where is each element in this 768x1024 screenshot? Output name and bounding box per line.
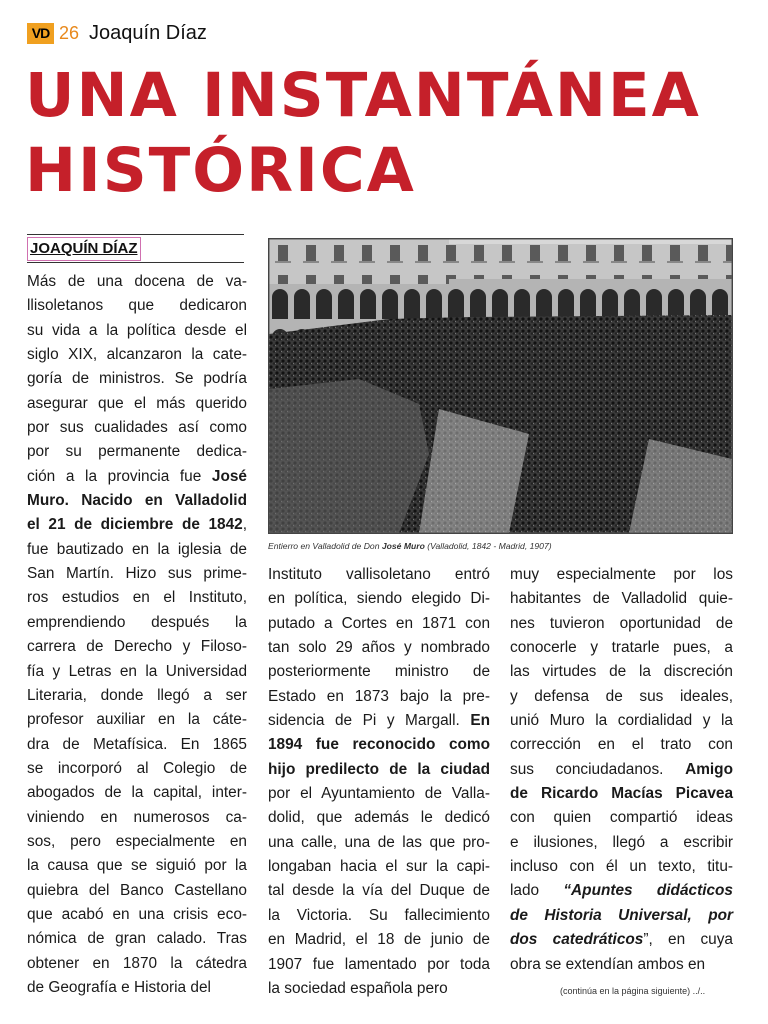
text-line (510, 709, 733, 733)
text-segment: se incorporó al Colegio de (27, 759, 247, 777)
text-segment: fía y Letras en la Universidad (27, 662, 247, 680)
text-segment: que acabó en una crisis eco- (27, 905, 247, 923)
text-segment: siglo XIX, alcanzaron la cate- (27, 346, 247, 364)
header-author: Joaquín Díaz (89, 21, 207, 44)
text-segment: fue bautizado en la iglesia de (27, 540, 247, 558)
text-segment: la Victoria. Su fallecimiento (268, 906, 490, 924)
text-segment: ción a la provincia fue (27, 467, 212, 485)
bold-segment: Amigo (685, 760, 733, 778)
bold-segment: el 21 de diciembre de 1842 (27, 516, 243, 534)
text-segment: putado a Cortes en 1871 con (268, 614, 490, 632)
text-line (510, 904, 733, 928)
text-line (27, 319, 247, 343)
text-segment: Literaria, donde llegó a ser (27, 686, 247, 704)
article-title (25, 58, 755, 208)
text-line (268, 660, 490, 684)
text-line (27, 781, 247, 805)
byline-rule-bottom (27, 262, 244, 263)
text-segment: asegurar que el más querido (27, 394, 247, 412)
text-line (510, 928, 733, 952)
text-line (268, 612, 490, 636)
photo-caption (268, 541, 738, 551)
text-line (27, 879, 247, 903)
text-line (27, 708, 247, 732)
page-number: 26 (59, 22, 80, 43)
bold-segment: José (211, 467, 247, 485)
text-line (27, 416, 247, 440)
text-segment: tan solo 29 años y nombrado (268, 639, 490, 657)
text-line (27, 830, 247, 854)
text-segment: quiebra del Banco Castellano (27, 881, 247, 899)
text-line (27, 635, 247, 659)
text-segment: corrección en el trato con (510, 736, 733, 754)
title-line-1: UNA INSTANTÁNEA (25, 60, 701, 131)
text-segment: por el Ayuntamiento de Valla- (268, 785, 490, 803)
text-line (268, 758, 490, 782)
text-line (510, 733, 733, 757)
text-line (510, 806, 733, 830)
text-line (510, 636, 733, 660)
text-line (268, 587, 490, 611)
text-segment: incluso con él un texto, titu- (510, 858, 733, 876)
text-line (27, 976, 247, 1000)
text-line (27, 562, 247, 586)
text-line (27, 903, 247, 927)
text-line (27, 392, 247, 416)
text-line (510, 782, 733, 806)
text-segment: nómica de gran calado. Tras (27, 930, 247, 948)
bold-segment: 1894 fue reconocido como (268, 736, 490, 754)
byline-author: JOAQUÍN DÍAZ (27, 237, 141, 261)
text-line (510, 879, 733, 903)
text-line (510, 563, 733, 587)
text-segment: una calle, una de las que pro- (268, 833, 490, 851)
caption-name: José Muro (381, 541, 425, 551)
text-line (510, 660, 733, 684)
text-line (27, 952, 247, 976)
bold-segment: de Ricardo Macías Picavea (510, 785, 733, 803)
text-line (510, 831, 733, 855)
crowd-photo-illustration (269, 239, 732, 533)
text-segment: habitantes de Valladolid quie- (510, 590, 733, 608)
text-line (268, 709, 490, 733)
text-line (268, 879, 490, 903)
text-line (268, 953, 490, 977)
text-line (268, 782, 490, 806)
text-line (27, 465, 247, 489)
text-segment: abogados de la capital, inter- (27, 784, 247, 802)
text-segment: Instituto vallisoletano entró (268, 566, 490, 583)
text-line (510, 587, 733, 611)
text-segment: conocerle y tratarle pues, a (510, 639, 733, 657)
text-segment: posteriormente ministro de (268, 663, 490, 681)
text-line (268, 904, 490, 928)
text-line (268, 685, 490, 709)
text-segment: obra se extendían ambos en (510, 955, 706, 973)
text-segment: dra de Metafísica. En 1865 (27, 735, 247, 753)
text-segment: de Geografía e Historia del (27, 978, 211, 996)
text-segment: Estado en 1873 bajo la pre- (268, 687, 490, 705)
text-line (27, 538, 247, 562)
text-line (27, 854, 247, 878)
text-segment: muy especialmente por los (510, 566, 733, 583)
caption-suffix: (Valladolid, 1842 - Madrid, 1907) (424, 541, 552, 551)
text-line (268, 855, 490, 879)
page-header (27, 22, 207, 44)
byline-rule-top (27, 234, 244, 235)
text-segment: e ilusiones, llegó a escribir (510, 833, 733, 851)
bold-segment: “Apuntes didácticos (563, 882, 733, 900)
text-line (268, 636, 490, 660)
text-segment: unió Muro la cordialidad y la (510, 712, 733, 730)
text-segment: las virtudes de la discreción (510, 663, 733, 681)
text-line (27, 294, 247, 318)
text-line (27, 806, 247, 830)
text-segment: sos, pero especialmente en (27, 832, 247, 850)
text-segment: San Martín. Hizo sus prime- (27, 565, 247, 583)
text-segment: ros estudios en el Instituto, (27, 589, 247, 607)
text-segment: goría de ministros. Se podría (27, 370, 247, 388)
text-line (27, 586, 247, 610)
text-line (27, 489, 247, 513)
text-segment: por sus cualidades así como (27, 419, 247, 437)
text-segment: lado (510, 882, 564, 900)
text-line (268, 977, 490, 1001)
text-segment: tal desde la vía del Duque de (268, 882, 490, 900)
text-segment: sidencia de Pi y Margall. (268, 712, 471, 730)
text-line (27, 684, 247, 708)
text-segment: viniendo en numerosos ca- (27, 808, 247, 826)
text-segment: en política, siendo elegido Di- (268, 590, 490, 608)
text-line (27, 343, 247, 367)
text-segment: nes tuvieron oportunidad de (510, 614, 733, 632)
text-line (27, 757, 247, 781)
magazine-logo: VD (27, 23, 54, 44)
text-segment: la sociedad española pero (268, 979, 448, 997)
text-segment: carrera de Derecho y Filoso- (27, 638, 247, 656)
text-line (510, 612, 733, 636)
text-segment: con quien compartió ideas (510, 809, 733, 827)
text-segment: dolid, que además le dedicó (268, 809, 490, 827)
text-segment: 1907 fue lamentado por toda (268, 955, 490, 973)
text-line (268, 806, 490, 830)
text-column-2 (268, 563, 490, 1001)
text-segment: en Madrid, el 18 de junio de (268, 931, 490, 949)
text-line (27, 927, 247, 951)
text-line (268, 928, 490, 952)
text-segment: y defensa de sus ideales, (510, 687, 733, 705)
text-line (27, 513, 247, 537)
text-line (510, 953, 733, 977)
historic-photo (268, 238, 733, 534)
text-line (510, 758, 733, 782)
text-line (268, 733, 490, 757)
text-line (27, 440, 247, 464)
text-line (510, 685, 733, 709)
text-line (27, 733, 247, 757)
text-segment: ”, en cuya (643, 931, 733, 949)
text-segment: sus conciudadanos. (510, 760, 686, 778)
text-line (27, 660, 247, 684)
text-segment: emprendiendo después la (27, 613, 247, 631)
bold-segment: de Historia Universal, por (510, 906, 733, 924)
continued-note: (continúa en la página siguiente) ../.. (560, 986, 706, 996)
bold-segment: Muro. Nacido en Valladolid (27, 492, 247, 510)
text-line (510, 855, 733, 879)
text-line (27, 270, 247, 294)
title-line-2: HISTÓRICA (25, 135, 416, 206)
text-segment: , (242, 516, 247, 534)
bold-segment: dos catedráticos (510, 931, 644, 949)
text-column-3 (510, 563, 733, 977)
text-segment: obtener en 1870 la cátedra (27, 954, 247, 972)
text-line (27, 367, 247, 391)
text-segment: longaban hacia el sur la capi- (268, 858, 490, 876)
text-line (268, 563, 490, 587)
text-column-1 (27, 270, 247, 1000)
caption-prefix: Entierro en Valladolid de Don (268, 541, 382, 551)
text-segment: su vida a la política desde el (27, 321, 247, 339)
text-segment: llisoletanos que dedicaron (27, 297, 247, 315)
bold-segment: hijo predilecto de la ciudad (268, 760, 490, 778)
bold-segment: En (470, 712, 490, 730)
text-segment: por su permanente dedica- (27, 443, 247, 461)
text-line (268, 831, 490, 855)
text-segment: la causa que se siguió por la (27, 857, 247, 875)
text-segment: Más de una docena de va- (27, 273, 247, 290)
text-line (27, 611, 247, 635)
text-segment: profesor auxiliar en la cáte- (27, 711, 247, 729)
